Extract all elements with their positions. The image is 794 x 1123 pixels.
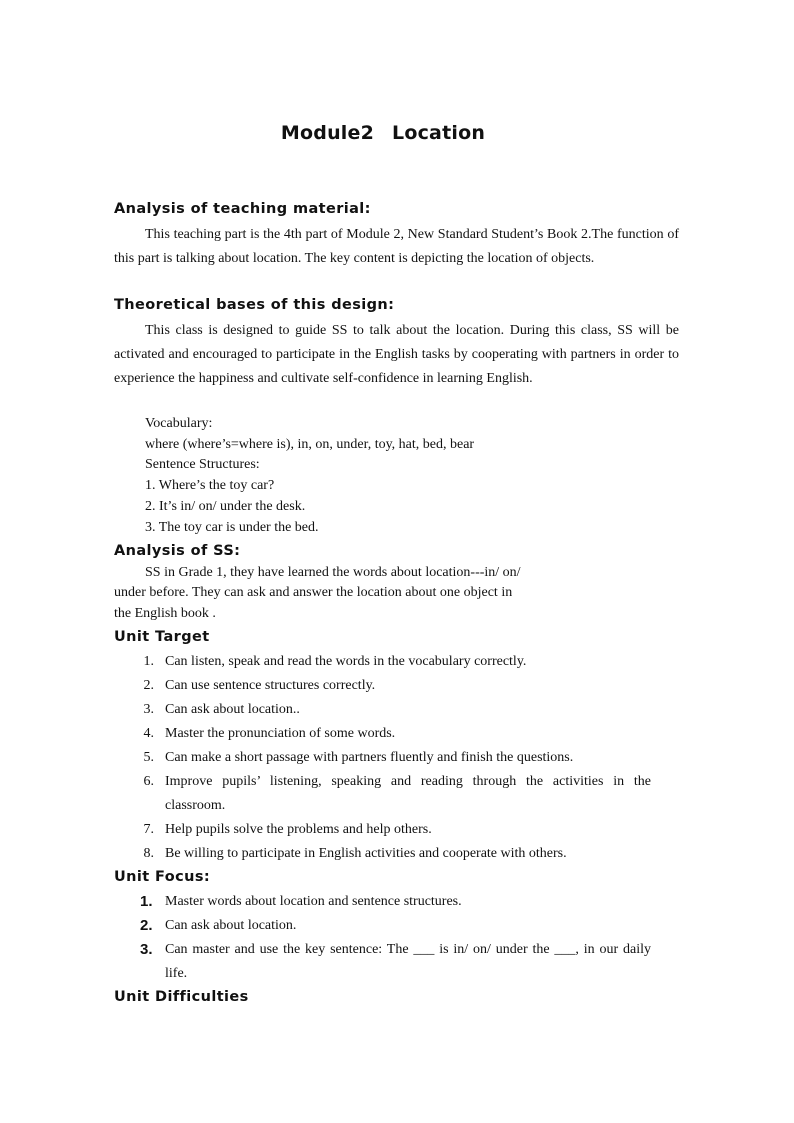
list-number: 3.	[143, 702, 154, 717]
structures-label: Sentence Structures:	[145, 457, 260, 472]
heading-unit-focus: Unit Focus:	[114, 869, 211, 885]
structure-line: 3. The toy car is under the bed.	[145, 520, 319, 535]
list-item: Help pupils solve the problems and help others.	[165, 822, 432, 837]
page-title	[0, 122, 766, 144]
heading-unit-target: Unit Target	[114, 629, 210, 645]
list-number: 1.	[140, 893, 153, 910]
list-number: 6.	[143, 774, 154, 789]
heading-analysis-ss: Analysis of SS:	[114, 543, 241, 559]
heading-theoretical-bases: Theoretical bases of this design:	[114, 297, 395, 313]
heading-analysis-material: Analysis of teaching material:	[114, 201, 371, 217]
paragraph-theoretical-bases: This class is designed to guide SS to talk about the location. During this class, SS will be activated and encouraged to participate in the English tasks by cooperating with partners in order to experience the happiness and cultivate self-confidence in learning English.	[114, 323, 679, 386]
list-number: 3.	[140, 941, 153, 958]
paragraph-analysis-material: This teaching part is the 4th part of Module 2, New Standard Student’s Book 2.The function of this part is talking about location. The key content is depicting the location of objects.	[114, 227, 679, 266]
analysis-ss-line: SS in Grade 1, they have learned the words about location---in/ on/	[145, 565, 521, 580]
list-number: 4.	[143, 726, 154, 741]
analysis-ss-line: under before. They can ask and answer the location about one object in	[114, 585, 513, 600]
list-item: Master the pronunciation of some words.	[165, 726, 396, 741]
list-item: Improve pupils’ listening, speaking and reading through the activities in the classroom.	[165, 774, 651, 813]
vocabulary-words: where (where’s=where is), in, on, under, toy, hat, bed, bear	[145, 437, 475, 452]
heading-unit-difficulties: Unit Difficulties	[114, 989, 249, 1005]
list-item: Can master and use the key sentence: The ___ is in/ on/ under the ___, in our daily life.	[165, 942, 651, 981]
structure-line: 1. Where’s the toy car?	[145, 478, 275, 493]
list-item: Can make a short passage with partners fluently and finish the questions.	[165, 750, 574, 765]
vocabulary-label: Vocabulary:	[145, 416, 213, 431]
list-item: Be willing to participate in English activities and cooperate with others.	[165, 846, 567, 861]
structure-line: 2. It’s in/ on/ under the desk.	[145, 499, 306, 514]
list-item: Can use sentence structures correctly.	[165, 678, 376, 693]
list-number: 5.	[143, 750, 154, 765]
list-number: 7.	[143, 822, 154, 837]
list-item: Can ask about location..	[165, 702, 300, 717]
list-item: Master words about location and sentence structures.	[165, 894, 462, 909]
list-number: 1.	[143, 654, 154, 669]
list-number: 2.	[143, 678, 154, 693]
analysis-ss-line: the English book .	[114, 606, 216, 621]
list-number: 2.	[140, 917, 153, 934]
list-number: 8.	[143, 846, 154, 861]
list-item: Can listen, speak and read the words in the vocabulary correctly.	[165, 654, 527, 669]
list-item: Can ask about location.	[165, 918, 297, 933]
title-module: Module2	[280, 122, 375, 144]
title-topic: Location	[392, 122, 486, 144]
